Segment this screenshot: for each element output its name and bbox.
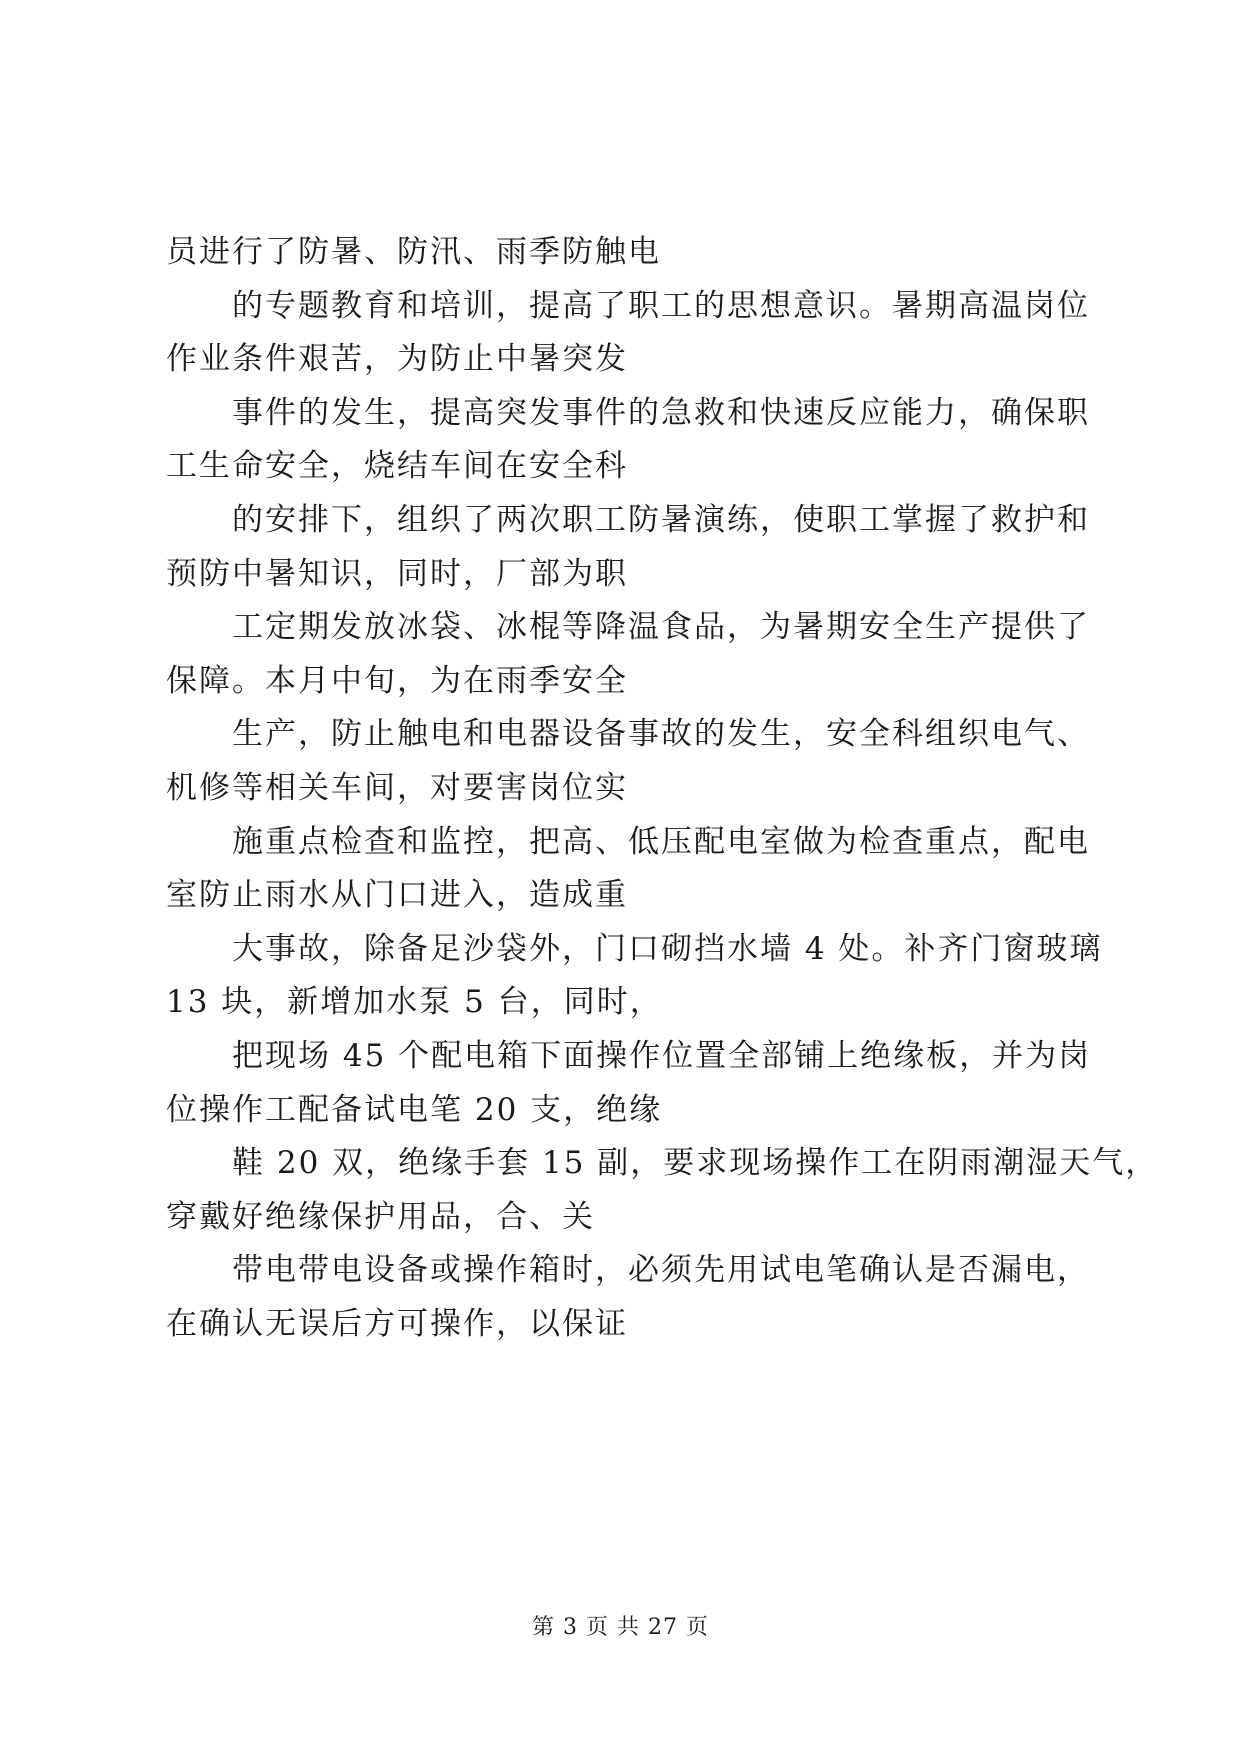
page-number-footer: 第 3 页 共 27 页 <box>532 1615 709 1640</box>
text-line: 的安排下，组织了两次职工防暑演练，使职工掌握了救护和 <box>232 501 1090 538</box>
text-line: 鞋 20 双，绝缘手套 15 副，要求现场操作工在阴雨潮湿天气， <box>232 1145 1159 1182</box>
text-line: 穿戴好绝缘保护用品，合、关 <box>166 1198 595 1235</box>
text-line: 13 块，新增加水泵 5 台，同时， <box>166 984 663 1021</box>
text-line: 把现场 45 个配电箱下面操作位置全部铺上绝缘板，并为岗 <box>232 1037 1092 1074</box>
text-line: 预防中暑知识，同时，厂部为职 <box>166 555 628 592</box>
text-line: 工生命安全，烧结车间在安全科 <box>166 448 628 485</box>
text-line: 机修等相关车间，对要害岗位实 <box>166 769 628 806</box>
text-line: 施重点检查和监控，把高、低压配电室做为检查重点，配电 <box>232 823 1090 860</box>
text-line: 保障。本月中旬，为在雨季安全 <box>166 662 628 699</box>
text-line: 大事故，除备足沙袋外，门口砌挡水墙 4 处。补齐门窗玻璃 <box>232 930 1103 967</box>
text-line: 的专题教育和培训，提高了职工的思想意识。暑期高温岗位 <box>232 287 1090 324</box>
text-line: 工定期发放冰袋、冰棍等降温食品，为暑期安全生产提供了 <box>232 609 1090 646</box>
text-line: 在确认无误后方可操作，以保证 <box>166 1305 628 1342</box>
text-line: 位操作工配备试电笔 20 支，绝缘 <box>166 1091 663 1128</box>
body-text <box>166 226 1159 1351</box>
text-line: 员进行了防暑、防汛、雨季防触电 <box>166 234 661 270</box>
text-line: 作业条件艰苦，为防止中暑突发 <box>166 341 628 378</box>
text-line: 事件的发生，提高突发事件的急救和快速反应能力，确保职 <box>232 394 1090 431</box>
text-line: 生产，防止触电和电器设备事故的发生，安全科组织电气、 <box>232 716 1090 753</box>
text-line: 室防止雨水从门口进入，造成重 <box>166 877 628 914</box>
text-line: 带电带电设备或操作箱时，必须先用试电笔确认是否漏电， <box>232 1252 1090 1289</box>
